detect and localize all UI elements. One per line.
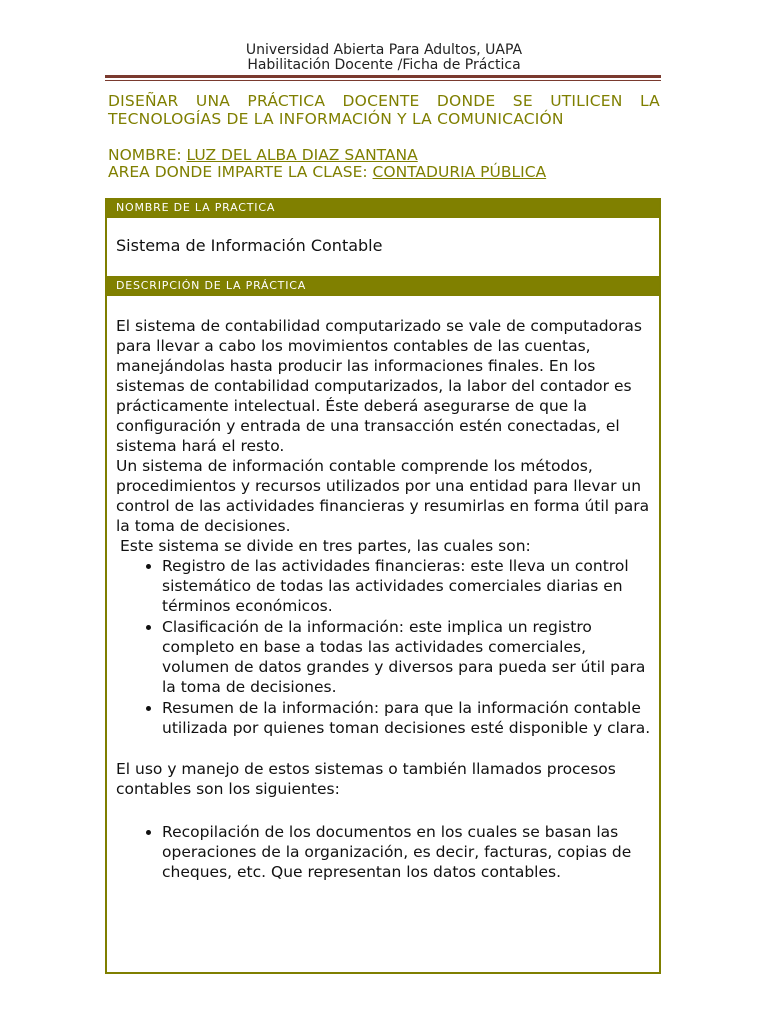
practice-name: Sistema de Información Contable	[116, 236, 383, 255]
list-item: • Registro de las actividades financieras: este lleva un control sistemático de todas las actividades comerciales diarias en términos económicos.	[162, 556, 656, 616]
practice-name-header: NOMBRE DE LA PRACTICA	[107, 200, 659, 216]
header-rule-thick	[105, 75, 661, 78]
list-item: • Clasificación de la información: este implica un registro completo en base a todas las actividades comerciales, volumen de datos grandes y diversos para pueda ser útil para la toma de decisiones.	[162, 617, 656, 697]
divider	[107, 216, 659, 218]
teaching-area-row	[108, 163, 546, 181]
teacher-name-row	[108, 146, 418, 164]
teaching-area-label: AREA DONDE IMPARTE LA CLASE:	[108, 163, 373, 181]
practice-heading	[108, 92, 660, 128]
parts-list	[116, 556, 656, 738]
practice-description	[116, 316, 656, 883]
teaching-area-value: CONTADURIA PÚBLICA	[372, 163, 547, 181]
description-paragraph: Un sistema de información contable comprende los métodos, procedimientos y recursos utilizados por una entidad para llevar un control de las actividades financieras y resumirlas en forma útil para la toma de decisiones.	[116, 457, 650, 535]
practice-description-header: DESCRIPCIÓN DE LA PRÁCTICA	[107, 278, 659, 294]
practice-form-box	[105, 198, 661, 974]
header-rule-thin	[105, 80, 661, 81]
description-paragraph: Este sistema se divide en tres partes, las cuales son:	[120, 537, 531, 555]
spacer	[116, 799, 656, 822]
list-item: • Resumen de la información: para que la información contable utilizada por quienes toman decisiones esté disponible y clara.	[162, 698, 656, 738]
teacher-name-label: NOMBRE:	[108, 146, 187, 164]
divider	[107, 294, 659, 296]
description-paragraph: El sistema de contabilidad computarizado se vale de computadoras para llevar a cabo los movimientos contables de las cuentas, manejándolas hasta producir las informaciones finales. En los sistemas de contabilidad computarizados, la labor del contador es prácticamente intelectual. Éste deberá asegurarse de que la configuración y entrada de una transacción estén conectadas, el sistema hará el resto.	[116, 317, 642, 455]
university-name: Universidad Abierta Para Adultos, UAPA	[245, 42, 523, 58]
steps-list	[116, 822, 656, 882]
list-item: • Recopilación de los documentos en los cuales se basan las operaciones de la organización, es decir, facturas, copias de cheques, etc. Que representan los datos contables.	[162, 822, 656, 882]
document-subtitle: Habilitación Docente /Ficha de Práctica	[247, 57, 521, 73]
heading-line-2: TECNOLOGÍAS DE LA INFORMACIÓN Y LA COMUNICACIÓN	[108, 110, 564, 128]
heading-line-1: DISEÑAR UNA PRÁCTICA DOCENTE DONDE SE UTILICEN LA	[108, 92, 660, 110]
description-paragraph: El uso y manejo de estos sistemas o también llamados procesos contables son los siguientes:	[116, 760, 616, 798]
spacer	[116, 739, 656, 759]
teacher-name-value: LUZ DEL ALBA DIAZ SANTANA	[186, 146, 418, 164]
